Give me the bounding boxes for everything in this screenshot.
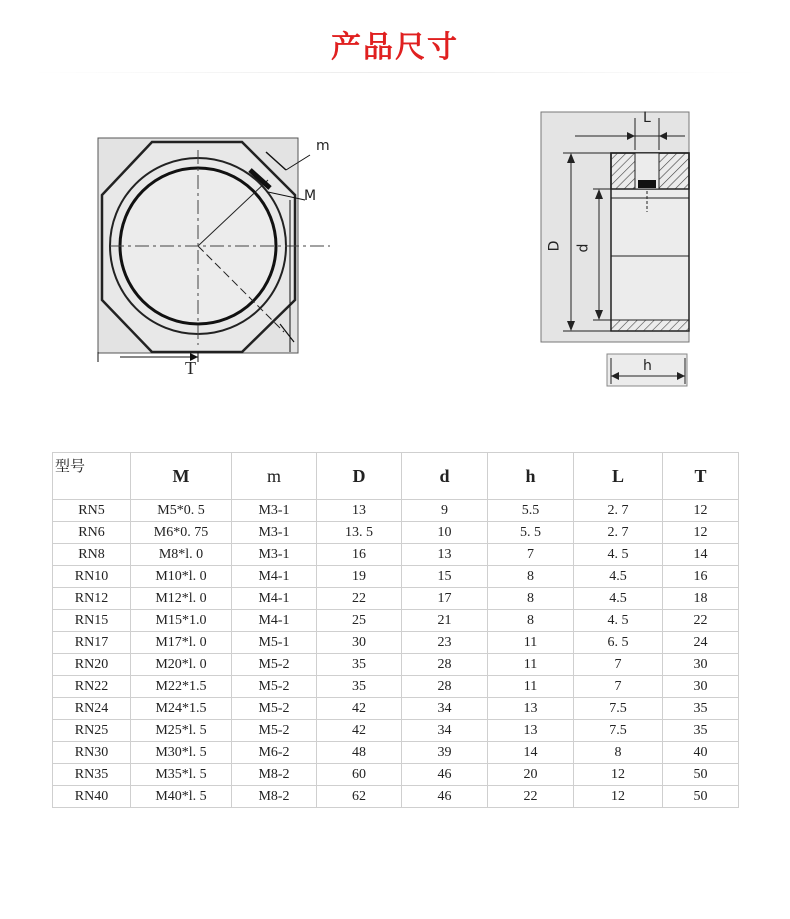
cell-m: M3-1 <box>232 522 317 544</box>
side-view-drawing <box>535 108 705 398</box>
cell-D: 25 <box>317 610 402 632</box>
cell-L: 7 <box>574 676 663 698</box>
cell-T: 24 <box>663 632 739 654</box>
header-m: m <box>232 453 317 500</box>
front-view-drawing <box>90 130 350 390</box>
label-D: D <box>546 240 563 252</box>
table-header-row <box>53 453 739 500</box>
label-L: L <box>643 110 651 126</box>
cell-L: 7.5 <box>574 698 663 720</box>
cell-L: 6. 5 <box>574 632 663 654</box>
cell-D: 62 <box>317 786 402 808</box>
cell-h: 11 <box>488 654 574 676</box>
cell-T: 50 <box>663 764 739 786</box>
cell-m: M5-2 <box>232 720 317 742</box>
cell-M: M25*l. 5 <box>131 720 232 742</box>
cell-L: 4. 5 <box>574 544 663 566</box>
cell-model: RN6 <box>53 522 131 544</box>
cell-D: 60 <box>317 764 402 786</box>
cell-model: RN8 <box>53 544 131 566</box>
cell-D: 16 <box>317 544 402 566</box>
cell-L: 8 <box>574 742 663 764</box>
cell-model: RN10 <box>53 566 131 588</box>
cell-m: M3-1 <box>232 500 317 522</box>
title-divider <box>30 72 760 73</box>
header-d: d <box>402 453 488 500</box>
header-D: D <box>317 453 402 500</box>
cell-h: 11 <box>488 632 574 654</box>
cell-L: 7.5 <box>574 720 663 742</box>
cell-h: 20 <box>488 764 574 786</box>
cell-m: M3-1 <box>232 544 317 566</box>
cell-M: M15*1.0 <box>131 610 232 632</box>
cell-D: 30 <box>317 632 402 654</box>
cell-M: M17*l. 0 <box>131 632 232 654</box>
cell-L: 2. 7 <box>574 522 663 544</box>
cell-model: RN35 <box>53 764 131 786</box>
cell-d: 13 <box>402 544 488 566</box>
label-M: M <box>304 188 317 204</box>
cell-L: 4.5 <box>574 588 663 610</box>
cell-m: M5-1 <box>232 632 317 654</box>
cell-M: M30*l. 5 <box>131 742 232 764</box>
cell-T: 35 <box>663 698 739 720</box>
label-m: m <box>316 138 330 154</box>
cell-d: 9 <box>402 500 488 522</box>
cell-T: 14 <box>663 544 739 566</box>
cell-D: 13. 5 <box>317 522 402 544</box>
cell-D: 35 <box>317 676 402 698</box>
cell-L: 4. 5 <box>574 610 663 632</box>
cell-h: 8 <box>488 610 574 632</box>
cell-D: 42 <box>317 698 402 720</box>
cell-d: 21 <box>402 610 488 632</box>
cell-h: 8 <box>488 566 574 588</box>
front-view-diagram <box>90 130 350 390</box>
cell-T: 30 <box>663 654 739 676</box>
label-T: T <box>185 358 196 378</box>
cell-D: 19 <box>317 566 402 588</box>
cell-M: M35*l. 5 <box>131 764 232 786</box>
side-view-diagram <box>535 108 705 398</box>
table-row <box>53 764 739 786</box>
table-row <box>53 654 739 676</box>
table-body <box>53 500 739 808</box>
cell-L: 2. 7 <box>574 500 663 522</box>
cell-model: RN20 <box>53 654 131 676</box>
page-title: 产品尺寸 <box>331 30 459 65</box>
cell-h: 7 <box>488 544 574 566</box>
cell-d: 46 <box>402 786 488 808</box>
cell-h: 11 <box>488 676 574 698</box>
header-model: 型号 <box>53 453 131 500</box>
cell-L: 7 <box>574 654 663 676</box>
cell-m: M5-2 <box>232 654 317 676</box>
cell-D: 48 <box>317 742 402 764</box>
cell-D: 35 <box>317 654 402 676</box>
cell-h: 5.5 <box>488 500 574 522</box>
cell-T: 35 <box>663 720 739 742</box>
cell-d: 28 <box>402 654 488 676</box>
table-row <box>53 566 739 588</box>
label-h: h <box>643 358 652 374</box>
cell-M: M24*1.5 <box>131 698 232 720</box>
cell-h: 8 <box>488 588 574 610</box>
label-d: d <box>575 243 592 253</box>
cell-M: M20*l. 0 <box>131 654 232 676</box>
spec-table <box>52 452 739 808</box>
cell-m: M4-1 <box>232 610 317 632</box>
cell-T: 18 <box>663 588 739 610</box>
cell-M: M22*1.5 <box>131 676 232 698</box>
cell-model: RN15 <box>53 610 131 632</box>
cell-model: RN12 <box>53 588 131 610</box>
cell-T: 12 <box>663 522 739 544</box>
cell-m: M6-2 <box>232 742 317 764</box>
table-row <box>53 610 739 632</box>
cell-m: M5-2 <box>232 676 317 698</box>
cell-D: 42 <box>317 720 402 742</box>
cell-M: M12*l. 0 <box>131 588 232 610</box>
table-row <box>53 698 739 720</box>
cell-d: 17 <box>402 588 488 610</box>
cell-model: RN5 <box>53 500 131 522</box>
header-L: L <box>574 453 663 500</box>
cell-h: 13 <box>488 720 574 742</box>
table-row <box>53 544 739 566</box>
table-row <box>53 588 739 610</box>
table-row <box>53 720 739 742</box>
table-row <box>53 676 739 698</box>
cell-T: 40 <box>663 742 739 764</box>
cell-M: M6*0. 75 <box>131 522 232 544</box>
cell-d: 23 <box>402 632 488 654</box>
cell-m: M5-2 <box>232 698 317 720</box>
cell-model: RN40 <box>53 786 131 808</box>
cell-T: 50 <box>663 786 739 808</box>
cell-d: 34 <box>402 698 488 720</box>
table-row <box>53 500 739 522</box>
cell-D: 13 <box>317 500 402 522</box>
cell-d: 10 <box>402 522 488 544</box>
cell-T: 22 <box>663 610 739 632</box>
cell-model: RN25 <box>53 720 131 742</box>
table-row <box>53 786 739 808</box>
cell-model: RN22 <box>53 676 131 698</box>
cell-m: M8-2 <box>232 786 317 808</box>
cell-m: M4-1 <box>232 588 317 610</box>
cell-L: 4.5 <box>574 566 663 588</box>
cell-M: M10*l. 0 <box>131 566 232 588</box>
cell-d: 46 <box>402 764 488 786</box>
cell-M: M5*0. 5 <box>131 500 232 522</box>
cell-h: 22 <box>488 786 574 808</box>
cell-model: RN30 <box>53 742 131 764</box>
cell-M: M40*l. 5 <box>131 786 232 808</box>
cell-d: 15 <box>402 566 488 588</box>
cell-T: 30 <box>663 676 739 698</box>
cell-L: 12 <box>574 786 663 808</box>
cell-model: RN24 <box>53 698 131 720</box>
cell-M: M8*l. 0 <box>131 544 232 566</box>
header-T: T <box>663 453 739 500</box>
table-row <box>53 632 739 654</box>
cell-m: M8-2 <box>232 764 317 786</box>
table-row <box>53 522 739 544</box>
cell-d: 39 <box>402 742 488 764</box>
cell-D: 22 <box>317 588 402 610</box>
cell-h: 14 <box>488 742 574 764</box>
cell-h: 5. 5 <box>488 522 574 544</box>
cell-d: 34 <box>402 720 488 742</box>
cell-m: M4-1 <box>232 566 317 588</box>
cell-T: 16 <box>663 566 739 588</box>
header-h: h <box>488 453 574 500</box>
cell-L: 12 <box>574 764 663 786</box>
cell-d: 28 <box>402 676 488 698</box>
table-row <box>53 742 739 764</box>
cell-T: 12 <box>663 500 739 522</box>
header-M: M <box>131 453 232 500</box>
cell-h: 13 <box>488 698 574 720</box>
cell-model: RN17 <box>53 632 131 654</box>
